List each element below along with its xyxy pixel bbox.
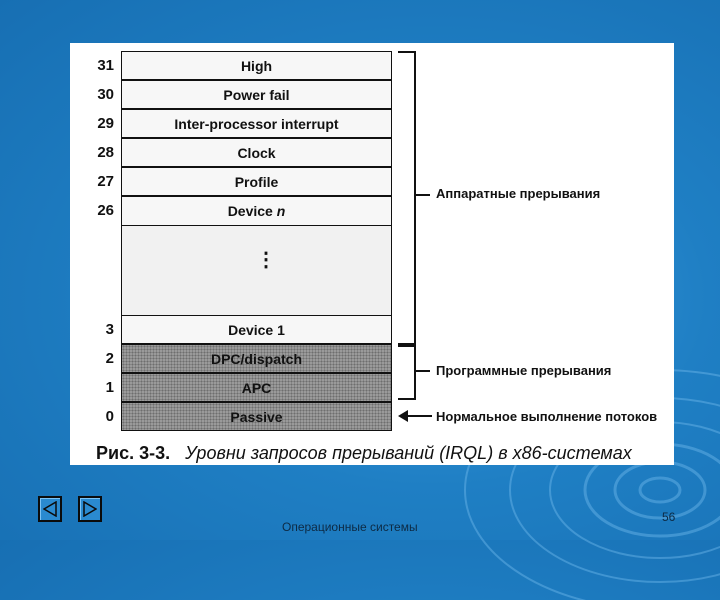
level-label: DPC/dispatch	[210, 350, 302, 367]
level-ipi	[121, 109, 392, 138]
level-device-1	[121, 315, 392, 344]
level-number: 31	[97, 57, 114, 74]
level-number: 26	[97, 202, 114, 219]
triangle-left-icon	[43, 501, 57, 517]
next-slide-button[interactable]	[78, 496, 102, 522]
previous-slide-button[interactable]	[38, 496, 62, 522]
hardware-bracket-tick	[416, 194, 430, 196]
software-bracket-tick	[416, 370, 430, 372]
triangle-right-icon	[83, 501, 97, 517]
page-number: 56	[662, 510, 676, 524]
level-label: Device 1	[228, 321, 285, 338]
software-interrupts-label: Программные прерывания	[436, 363, 612, 378]
caption-text: Уровни запросов прерываний (IRQL) в x86-системах	[185, 443, 632, 463]
level-label: High	[240, 57, 273, 74]
level-number: 3	[105, 321, 114, 338]
hardware-interrupts-label: Аппаратные прерывания	[436, 186, 601, 201]
arrow-left-icon	[398, 409, 434, 423]
level-number: 2	[105, 350, 114, 367]
level-number: 29	[97, 115, 114, 132]
ellipsis-gap	[121, 226, 392, 315]
level-label: APC	[241, 379, 272, 396]
course-title: Операционные системы	[282, 520, 418, 534]
irql-figure	[70, 43, 674, 465]
level-number: 0	[105, 408, 114, 425]
level-label: Profile	[234, 173, 279, 190]
normal-execution-label: Нормальное выполнение потоков	[436, 409, 658, 424]
level-label: Clock	[237, 144, 276, 161]
level-apc	[121, 373, 392, 402]
hardware-bracket	[398, 51, 416, 345]
level-label: Inter-processor interrupt	[174, 115, 339, 132]
level-passive	[121, 402, 392, 431]
level-dpc-dispatch	[121, 344, 392, 373]
level-device-n	[121, 196, 392, 226]
caption-prefix: Рис. 3-3.	[96, 443, 171, 463]
ellipsis-dots: ⋮	[256, 249, 276, 271]
level-number: 1	[105, 379, 114, 396]
figure-caption	[96, 443, 632, 464]
level-label: Power fail	[223, 86, 290, 103]
level-number: 30	[97, 86, 114, 103]
level-clock	[121, 138, 392, 167]
level-high	[121, 51, 392, 80]
software-bracket	[398, 345, 416, 400]
level-number: 28	[97, 144, 114, 161]
level-label: Device n	[227, 203, 286, 219]
level-number: 27	[97, 173, 114, 190]
level-profile	[121, 167, 392, 196]
level-power-fail	[121, 80, 392, 109]
level-label: Passive	[230, 408, 283, 425]
